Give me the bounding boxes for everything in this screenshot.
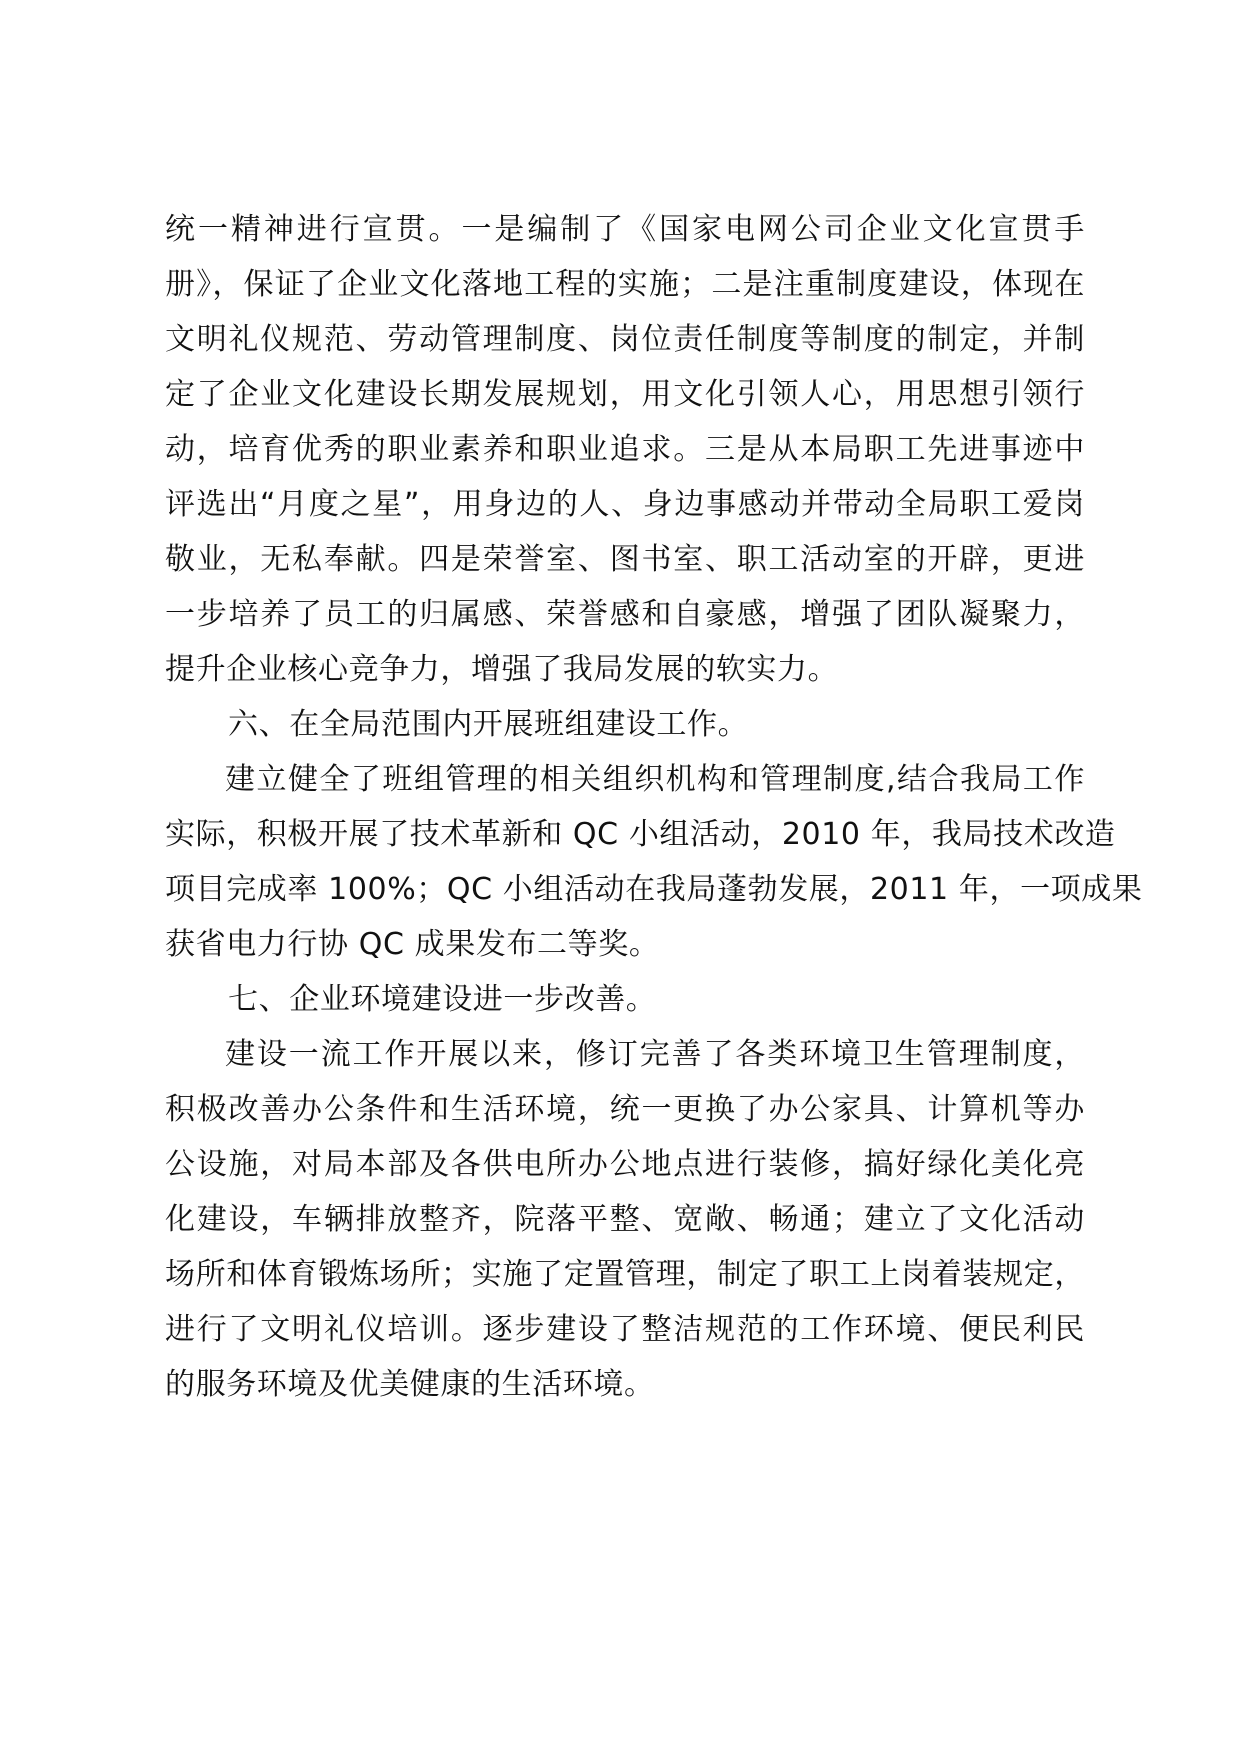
paragraph-line: 公设施，对局本部及各供电所办公地点进行装修，搞好绿化美化亮	[165, 1147, 1085, 1182]
paragraph-line: 场所和体育锻炼场所；实施了定置管理，制定了职工上岗着装规定，	[165, 1257, 1085, 1292]
paragraph-line: 提升企业核心竞争力，增强了我局发展的软实力。	[165, 652, 839, 687]
paragraph-line: 建立健全了班组管理的相关组织机构和管理制度,结合我局工作	[225, 762, 1085, 797]
paragraph-line: 获省电力行协 QC 成果发布二等奖。	[165, 927, 660, 962]
paragraph-line: 进行了文明礼仪培训。逐步建设了整洁规范的工作环境、便民利民	[165, 1312, 1085, 1347]
paragraph-line: 敬业，无私奉献。四是荣誉室、图书室、职工活动室的开辟，更进	[165, 542, 1085, 577]
paragraph-line: 积极改善办公条件和生活环境，统一更换了办公家具、计算机等办	[165, 1092, 1085, 1127]
paragraph-line: 统一精神进行宣贯。一是编制了《国家电网公司企业文化宣贯手	[165, 212, 1085, 247]
paragraph-line: 定了企业文化建设长期发展规划，用文化引领人心，用思想引领行	[165, 377, 1085, 412]
section-heading: 六、在全局范围内开展班组建设工作。	[228, 707, 749, 742]
paragraph-line: 化建设，车辆排放整齐，院落平整、宽敞、畅通；建立了文化活动	[165, 1202, 1085, 1237]
paragraph-line: 动，培育优秀的职业素养和职业追求。三是从本局职工先进事迹中	[165, 432, 1085, 467]
paragraph-line: 一步培养了员工的归属感、荣誉感和自豪感，增强了团队凝聚力，	[165, 597, 1085, 632]
paragraph-line: 文明礼仪规范、劳动管理制度、岗位责任制度等制度的制定，并制	[165, 322, 1085, 357]
section-heading: 七、企业环境建设进一步改善。	[228, 982, 657, 1017]
paragraph-line: 的服务环境及优美健康的生活环境。	[165, 1367, 655, 1402]
paragraph-line: 建设一流工作开展以来，修订完善了各类环境卫生管理制度，	[225, 1037, 1085, 1072]
paragraph-line: 评选出“月度之星”，用身边的人、身边事感动并带动全局职工爱岗	[165, 487, 1085, 522]
paragraph-line: 实际，积极开展了技术革新和 QC 小组活动，2010 年，我局技术改造	[165, 817, 1116, 852]
paragraph-line: 项目完成率 100%；QC 小组活动在我局蓬勃发展，2011 年，一项成果	[165, 872, 1143, 907]
paragraph-line: 册》，保证了企业文化落地工程的实施；二是注重制度建设，体现在	[165, 267, 1085, 302]
